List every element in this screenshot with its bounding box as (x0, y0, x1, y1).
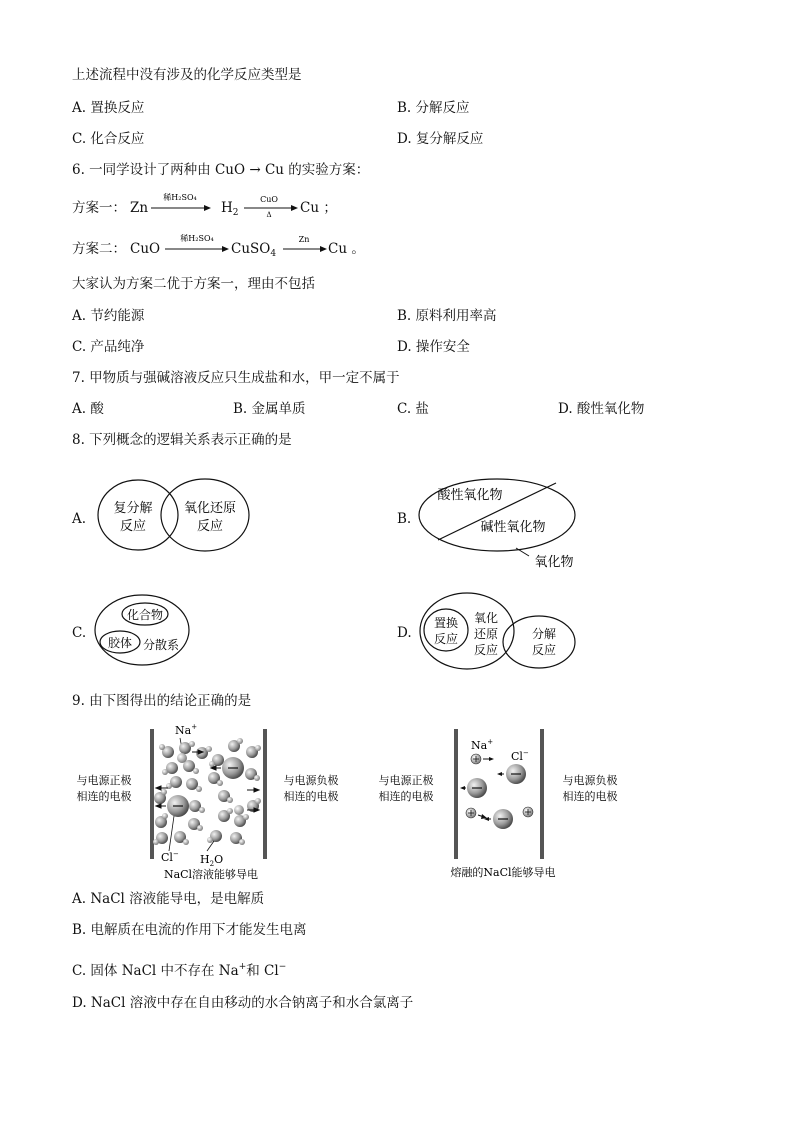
q9-fig1-right-electrode (263, 729, 267, 859)
q9-option-c-pre: C. 固体 NaCl 中不存在 Na (72, 963, 239, 979)
q8-b-top-text: 酸性氧化物 (437, 488, 503, 503)
q9-fig1-right-label2: 相连的电极 (283, 790, 339, 803)
q6-plan1-arrow2 (243, 190, 299, 220)
q7-option-a: A. 酸 (72, 401, 104, 417)
q9-option-a: A. NaCl 溶液能导电，是电解质 (72, 891, 265, 907)
q6-plan2-end: Cu 。 (328, 241, 365, 257)
q9-fig1-left-electrode (150, 729, 154, 859)
q6-plan1-mid (221, 199, 239, 222)
q8-a-left-text2: 反应 (119, 519, 147, 534)
q8-b-letter: B. (397, 511, 412, 527)
q9-fig1-caption: NaCl溶液能够导电 (163, 868, 259, 881)
q8-d-right-circle (503, 616, 575, 668)
q9-option-c-sup1: + (238, 962, 247, 972)
q6-plan2-arrow1-label: 稀H₂SO₄ (180, 234, 214, 243)
q7-option-d: D. 酸性氧化物 (558, 401, 645, 417)
q6-plan1-label: 方案一： (72, 200, 126, 216)
q5-option-a: A. 置换反应 (72, 100, 145, 116)
q9-fig2-caption: 熔融的NaCl能够导电 (450, 866, 556, 879)
q9-fig1-na-label: Na+ (175, 723, 198, 737)
q8-d-mid-text1: 氧化 (473, 611, 499, 625)
q6-plan1-mid-sub: 2 (232, 208, 239, 218)
q8-c-inner1-text: 化合物 (126, 608, 164, 622)
q8-a-right-text1: 氧化还原 (183, 501, 237, 516)
q8-c-inner2-text: 胶体 (107, 636, 133, 650)
q6-plan2-start: CuO (130, 241, 161, 257)
q6-plan1-arrow1-label: 稀H₂SO₄ (163, 193, 197, 202)
q8-d-small-text1: 置换 (433, 616, 459, 630)
q5-option-b: B. 分解反应 (397, 100, 470, 116)
q6-plan1-end: Cu ； (300, 200, 337, 216)
q8-a-letter: A. (72, 511, 87, 527)
q9-fig1-cl-label: Cl− (161, 850, 179, 864)
q9-option-b: B. 电解质在电流的作用下才能发生电离 (72, 922, 307, 938)
q9-fig2-cl-ions (460, 764, 526, 829)
q9-figure-molten (370, 716, 630, 884)
q6-plan1-mid-text: H (221, 200, 233, 216)
q6-stem-post: Cu 的实验方案： (264, 162, 370, 178)
q8-d-mid-text2: 还原 (473, 627, 499, 641)
q9-fig2-left-electrode (454, 729, 458, 859)
q9-fig2-right-label2: 相连的电极 (562, 790, 618, 803)
q6-plan2-arrow2 (282, 231, 328, 257)
q5-option-c: C. 化合反应 (72, 131, 145, 147)
q9-fig1-water-molecules (153, 738, 261, 845)
q9-fig1-left-label2: 相连的电极 (76, 790, 132, 803)
q9-stem: 9. 由下图得出的结论正确的是 (72, 693, 252, 709)
q9-option-d: D. NaCl 溶液中存在自由移动的水合钠离子和水合氯离子 (72, 995, 414, 1011)
q9-figure-solution (64, 716, 364, 884)
q8-b-venn (416, 474, 592, 574)
q5-stem: 上述流程中没有涉及的化学反应类型是 (72, 67, 302, 83)
q6-prompt: 大家认为方案二优于方案一，理由不包括 (72, 276, 315, 292)
q8-c-letter: C. (72, 625, 87, 641)
q9-fig2-right-label1: 与电源负极 (562, 774, 618, 787)
q6-plan2-mid (231, 240, 276, 263)
q8-a-venn (92, 474, 257, 556)
q8-a-right-text2: 反应 (196, 519, 224, 534)
q8-d-right-text2: 反应 (531, 643, 557, 657)
q9-option-c-mid: 和 Cl (246, 963, 279, 979)
q6-plan1-start: Zn (130, 200, 149, 216)
q8-d-mid-text3: 反应 (473, 643, 499, 657)
q8-d-letter: D. (397, 625, 412, 641)
q6-option-c: C. 产品纯净 (72, 339, 145, 355)
q9-fig1-right-label1: 与电源负极 (283, 774, 339, 787)
q9-fig2-right-electrode (540, 729, 544, 859)
q6-plan2-label: 方案二： (72, 241, 126, 257)
q8-c-outer-ellipse (95, 595, 189, 665)
q8-stem: 8. 下列概念的逻辑关系表示正确的是 (72, 432, 292, 448)
q8-d-large-circle (420, 593, 514, 669)
q9-fig1-h2o-label: $H_2O$ (200, 853, 224, 868)
q6-option-d: D. 操作安全 (397, 339, 470, 355)
q6-plan1-arrow2-top: CuO (260, 195, 278, 204)
q8-d-small-text2: 反应 (433, 632, 459, 646)
q6-plan2-arrow1 (164, 231, 230, 257)
q9-fig2-left-label1: 与电源正极 (378, 774, 434, 787)
q6-option-b: B. 原料利用率高 (397, 308, 497, 324)
q8-b-outer-text: 氧化物 (534, 555, 574, 570)
q9-fig2-cl-label: Cl− (511, 749, 529, 763)
q8-b-bottom-text: 碱性氧化物 (480, 520, 546, 535)
q5-option-d: D. 复分解反应 (397, 131, 484, 147)
q6-stem-arrow: → (249, 162, 261, 178)
q6-plan2-mid-sub: 4 (270, 249, 277, 259)
q9-fig1-na-ion-2 (234, 805, 244, 815)
q6-plan1-arrow2-bottom: Δ (266, 211, 272, 219)
q6-stem (72, 161, 369, 179)
q7-option-b: B. 金属单质 (233, 401, 306, 417)
q9-option-c-sup2: − (278, 962, 287, 972)
q7-option-c: C. 盐 (397, 401, 429, 417)
q9-fig2-na-label: Na+ (471, 738, 494, 752)
q9-fig1-left-label1: 与电源正极 (76, 774, 132, 787)
q8-c-outer-text: 分散系 (142, 638, 180, 652)
q6-stem-pre: 6. 一同学设计了两种由 CuO (72, 162, 246, 178)
q8-d-venn (417, 590, 579, 674)
q8-d-right-text1: 分解 (531, 627, 557, 641)
q6-option-a: A. 节约能源 (72, 308, 145, 324)
q9-fig2-left-label2: 相连的电极 (378, 790, 434, 803)
q8-c-venn (92, 592, 196, 670)
q6-plan2-arrow2-label: Zn (298, 235, 310, 244)
q6-plan1-arrow1 (150, 190, 212, 216)
q9-fig1-na-ion (177, 753, 187, 763)
q8-a-left-text1: 复分解 (113, 501, 153, 516)
q6-plan2-mid-text: CuSO (231, 241, 271, 257)
q9-option-c (72, 958, 286, 980)
q7-stem: 7. 甲物质与强碱溶液反应只生成盐和水，甲一定不属于 (72, 370, 400, 386)
